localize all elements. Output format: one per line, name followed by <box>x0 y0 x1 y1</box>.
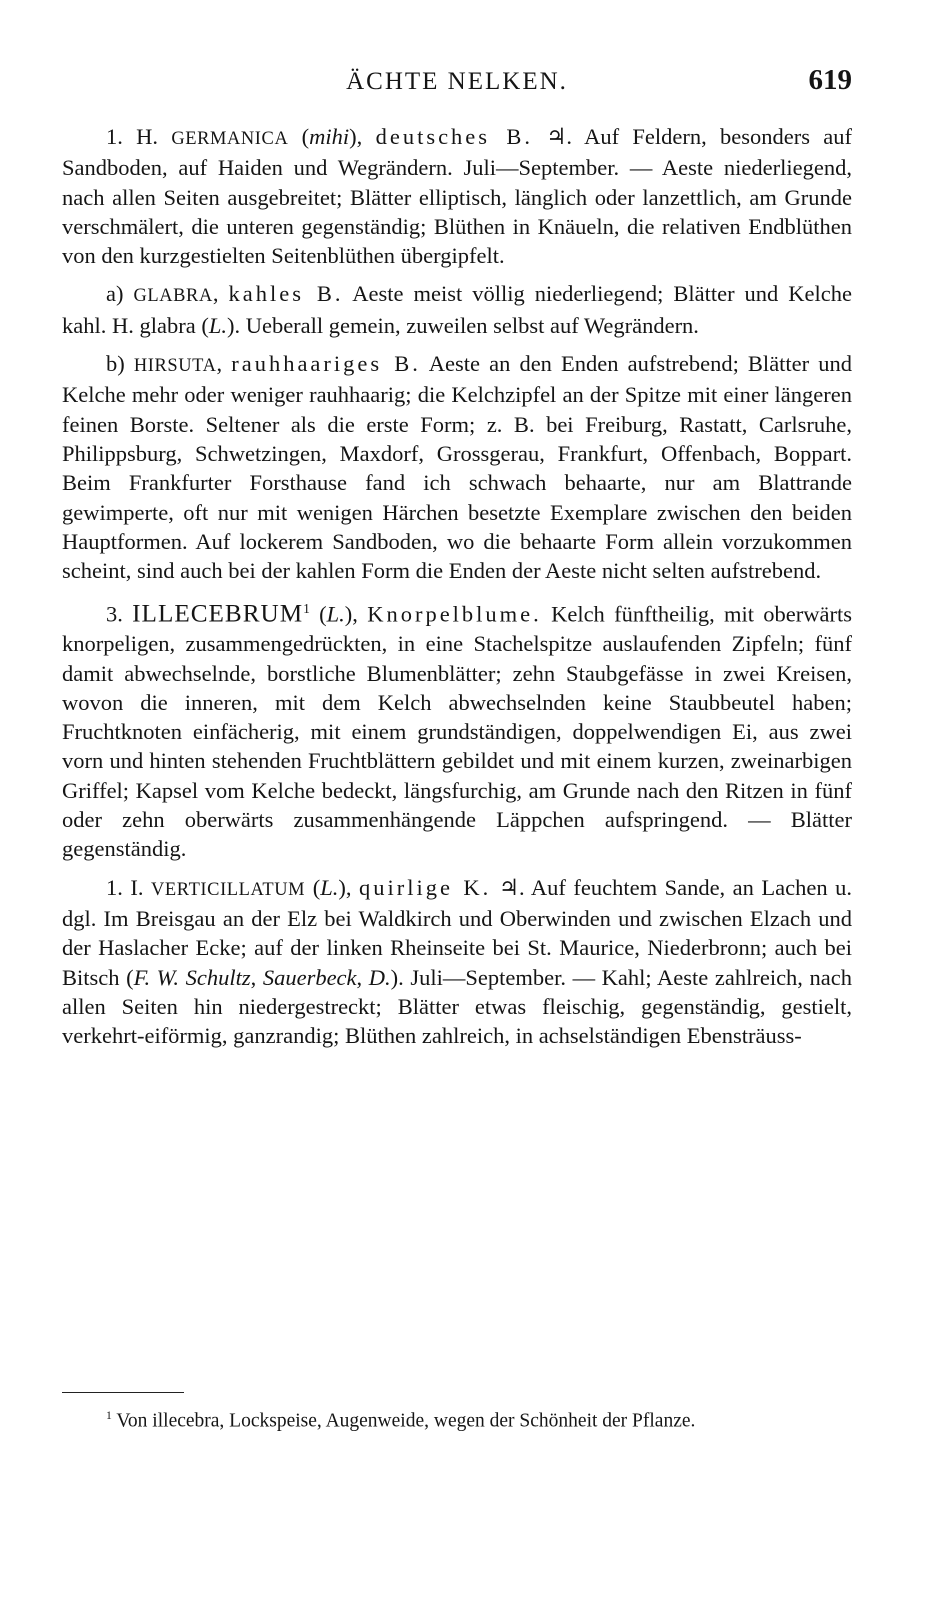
footnote <box>62 1402 852 1436</box>
author-citation: L. <box>320 874 339 900</box>
common-name: kahles B. <box>228 281 344 307</box>
description: Aeste meist völlig niederliegend; Blätter und Kelche kahl. H. glabra ( <box>62 281 852 338</box>
collector-citation: D. <box>368 964 391 990</box>
variety-name: HIRSUTA <box>133 355 217 376</box>
common-name: rauhhaariges B. <box>231 351 421 377</box>
body-text <box>62 122 852 1059</box>
variety-hirsuta: b) HIRSUTA, rauhhaariges B. Aeste an den Enden aufstrebend; Blätter und Kelche mehr oder weniger rauhhaarig; die Kelchzipfel an der Spitze mit einer längeren feinen Borste. Seltener als die erste Form; z. B. bei Freiburg, Rastatt, Carlsruhe, Philippsburg, Schwetzingen, Maxdorf, Grossgerau, Frankfurt, Offenbach, Boppart. Beim Frankfurter Forsthause fand ich schwach behaarte, nur am Blattrande gewimperte, oft nur mit wenigen Härchen besetzte Exemplare zwischen den beiden Hauptformen. Auf lockerem Sandboden, wo die behaarte Form allein vorzukommen scheint, sind auch bei der kahlen Form die Enden der Aeste nicht selten aufstrebend. <box>62 351 853 584</box>
description: Kelch fünftheilig, mit oberwärts knorpeligen, zusammengedrückten, in eine Stachelspitze auslaufenden Zipfeln; fünf damit abwechselnde, borstliche Blumenblätter; zehn Staubgefässe in zwei Kreisen, wovon die inneren, mit dem Kelch abwechselnden keine Staubbeutel haben; Fruchtknoten einfächerig, mit einem grundständigen, doppelwendigen Ei, aus zwei vorn und hinten stehenden Fruchtblättern gebildet und mit einem kurzen, zweinarbigen Griffel; Kapsel vom Kelche bedeckt, längsfurchig, am Grunde nach den Ritzen in fünf oder zehn oberwärts zusammenhängende Läppchen aufspringend. — Blätter gegenständig. <box>62 601 853 862</box>
footnote-reference: 1 <box>303 601 310 617</box>
entry-number: 1. H. <box>106 124 159 149</box>
perennial-symbol: ♃. <box>491 874 531 900</box>
genus-name: ILLECEBRUM <box>132 600 304 628</box>
description: Aeste an den Enden aufstrebend; Blätter und Kelche mehr oder weniger rauhhaarig; die Kelchzipfel an der Spitze mit einer längeren feinen Borste. Seltener als die erste Form; z. B. bei Freiburg, Rastatt, Carlsruhe, Philippsburg, Schwetzingen, Maxdorf, Grossgerau, Frankfurt, Offenbach, Boppart. Beim Frankfurter Forsthause fand ich schwach behaarte, nur am Blattrande gewimperte, oft nur mit wenigen Härchen besetzte Exemplare zwischen den beiden Hauptformen. Auf lockerem Sandboden, wo die behaarte Form allein vorzukommen scheint, sind auch bei der kahlen Form die Enden der Aeste nicht selten aufstrebend. <box>62 351 853 584</box>
common-name: deutsches B. <box>375 124 533 149</box>
author-citation: mihi <box>309 124 350 149</box>
species-name: VERTICILLATUM <box>151 878 306 899</box>
genus-illecebrum: 3. ILLECEBRUM$^1$ (L.), Knorpelblume. Kelch fünftheilig, mit oberwärts knorpeligen, zusammengedrückten, in eine Stachelspitze auslaufenden Zipfeln; fünf damit abwechselnde, borstliche Blumenblätter; zehn Staubgefässe in zwei Kreisen, wovon die inneren, mit dem Kelch abwechselnden keine Staubbeutel haben; Fruchtknoten einfächerig, mit einem grundständigen, doppelwendigen Ei, aus zwei vorn und hinten stehenden Fruchtblättern gebildet und mit einem kurzen, zweinarbigen Griffel; Kapsel vom Kelche bedeckt, längsfurchig, am Grunde nach den Ritzen in fünf oder zehn oberwärts zusammenhängende Läppchen aufspringend. — Blätter gegenständig. <box>62 600 853 862</box>
page-number: 619 <box>808 64 852 96</box>
common-name: Knorpelblume. <box>367 601 542 627</box>
entry-illecebrum-verticillatum: 1. I. VERTICILLATUM (L.), quirlige K. ♃. Auf feuchtem Sande, an Lachen u. dgl. Im Breisgau an der Elz bei Waldkirch und Oberwinden und zwischen Elzach und der Haslacher Ecke; auf der linken Rheinseite bei St. Maurice, Niederbronn; auch bei Bitsch (F. W. Schultz, Sauerbeck, D.). Juli—September. — Kahl; Aeste zahlreich, nach allen Seiten hin niedergestreckt; Blätter etwas fleischig, gegenständig, gestielt, verkehrt-eiförmig, ganzrandig; Blüthen zahlreich, in achselständigen Ebensträuss- <box>62 874 853 1049</box>
description: Auf feuchtem Sande, an Lachen u. dgl. Im Breisgau an der Elz bei Waldkirch und Oberwinden und zwischen Elzach und der Haslacher Ecke; auf der linken Rheinseite bei St. Maurice, Niederbronn; auch bei Bitsch ( <box>62 874 852 990</box>
description: Auf Feldern, besonders auf Sandboden, auf Haiden und Wegrändern. Juli—September. — Aeste niederliegend, nach allen Seiten ausgebreitet; Blätter elliptisch, länglich oder lanzettlich, am Grunde verschmälert, die unteren gegenständig; Blüthen in Knäueln, die relativen Endblüthen von den kurzgestielten Seitenblüthen übergipfelt. <box>62 124 852 269</box>
collector-citation: F. W. Schultz <box>133 964 251 990</box>
variety-name: GLABRA <box>133 285 213 306</box>
entry-number: 1. I. <box>106 874 144 900</box>
running-title: ÄCHTE NELKEN. <box>346 68 568 95</box>
footnote-divider <box>62 1392 184 1393</box>
footnote-text: Von illecebra, Lockspeise, Augenweide, wegen der Schönheit der Pflanze. <box>111 1410 696 1432</box>
footnote-mark: 1 <box>106 1409 112 1422</box>
variety-label: a) <box>106 281 134 307</box>
author-citation: L. <box>208 312 227 338</box>
variety-glabra: a) GLABRA, kahles B. Aeste meist völlig niederliegend; Blätter und Kelche kahl. H. glabra (L.). Ueberall gemein, zuweilen selbst auf Wegrändern. <box>62 281 852 338</box>
species-name: GERMANICA <box>171 128 289 148</box>
author-citation: L. <box>326 601 345 627</box>
genus-number: 3. <box>106 601 133 627</box>
collector-citation: Sauerbeck <box>262 964 357 990</box>
variety-label: b) <box>106 351 134 377</box>
running-head <box>62 64 852 100</box>
perennial-symbol: ♃. <box>532 124 585 149</box>
entry-herniaria-germanica: 1. H. GERMANICA (mihi), deutsches B. ♃. Auf Feldern, besonders auf Sandboden, auf Haiden und Wegrändern. Juli—September. — Aeste niederliegend, nach allen Seiten ausgebreitet; Blätter elliptisch, länglich oder lanzettlich, am Grunde verschmälert, die unteren gegenständig; Blüthen in Knäueln, die relativen Endblüthen von den kurzgestielten Seitenblüthen übergipfelt. <box>62 124 852 269</box>
common-name: quirlige K. <box>358 874 492 900</box>
